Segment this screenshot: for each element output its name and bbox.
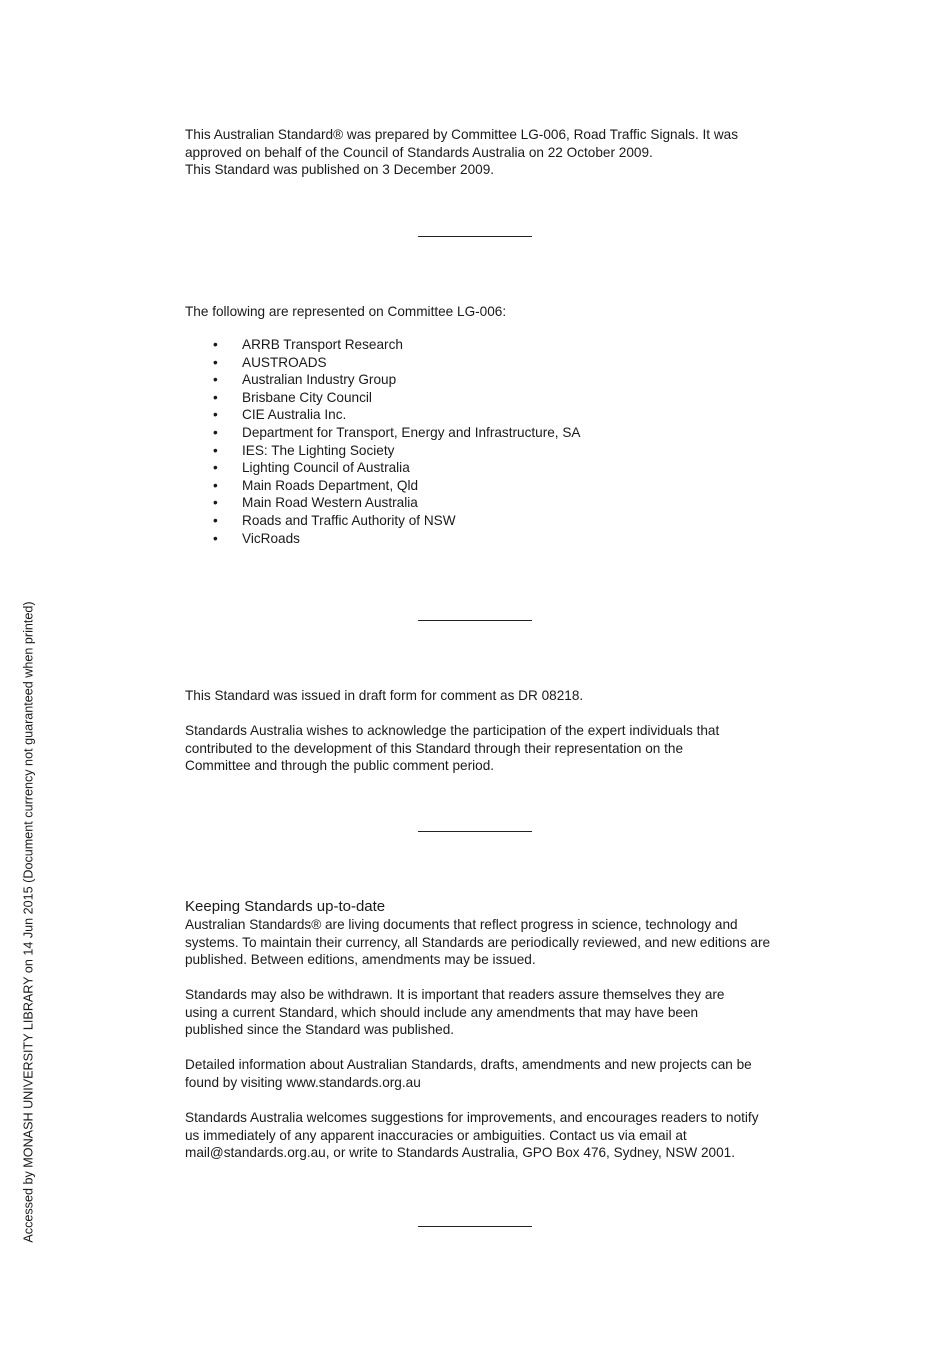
withdrawal-paragraph: Standards may also be withdrawn. It is important that readers assure themselves they are using a current Standard, which should include any amendments that may have been published since the Standard was published.: [185, 987, 725, 1038]
list-item: [185, 354, 581, 372]
bullet-icon: •: [213, 389, 218, 405]
bullet-icon: •: [213, 512, 218, 528]
committee-intro: The following are represented on Committee LG-006:: [185, 304, 507, 319]
list-item: [185, 494, 581, 512]
list-item: [185, 459, 581, 477]
bullet-icon: •: [213, 354, 218, 370]
access-watermark: Accessed by MONASH UNIVERSITY LIBRARY on 14 Jun 2015 (Document currency not guaranteed when printed): [21, 601, 36, 1243]
member-name: Main Road Western Australia: [242, 495, 418, 511]
acknowledgement-paragraph: Standards Australia wishes to acknowledge the participation of the expert individuals that contributed to the development of this Standard through their representation on the Committee and through the public comment period.: [185, 723, 720, 774]
information-paragraph: Detailed information about Australian Standards, drafts, amendments and new projects can be found by visiting www.standards.org.au: [185, 1057, 752, 1090]
member-name: ARRB Transport Research: [242, 337, 403, 352]
bullet-icon: •: [213, 442, 218, 458]
member-name: Brisbane City Council: [242, 389, 372, 405]
approval-statement: This Australian Standard® was prepared by Committee LG-006, Road Traffic Signals. It was approved on behalf of the Council of Standards Australia on 22 October 2009.: [185, 127, 739, 160]
bullet-icon: •: [213, 530, 218, 546]
section-heading: Keeping Standards up-to-date: [185, 898, 386, 915]
feedback-paragraph: Standards Australia welcomes suggestions for improvements, and encourages readers to notify us immediately of any apparent inaccuracies or ambiguities. Contact us via email at mail@standards.org.au, or write to Standards Australia, GPO Box 476, Sydney, NSW 2001.: [185, 1110, 759, 1161]
bullet-icon: •: [213, 337, 218, 352]
draft-statement: This Standard was issued in draft form for comment as DR 08218.: [185, 688, 584, 703]
list-item: [185, 512, 581, 530]
list-item: [185, 389, 581, 407]
bullet-icon: •: [213, 372, 218, 388]
list-item: [185, 442, 581, 460]
bullet-icon: •: [213, 424, 218, 440]
member-name: VicRoads: [242, 530, 300, 546]
member-name: IES: The Lighting Society: [242, 442, 395, 458]
member-name: AUSTROADS: [242, 354, 327, 370]
list-item: [185, 336, 581, 354]
member-name: CIE Australia Inc.: [242, 407, 347, 423]
publication-statement: This Standard was published on 3 December 2009.: [185, 162, 495, 177]
bullet-icon: •: [213, 460, 218, 476]
section-divider: [418, 1226, 532, 1227]
list-item: [185, 424, 581, 442]
list-item: [185, 406, 581, 424]
list-item: [185, 477, 581, 495]
bullet-icon: •: [213, 495, 218, 511]
member-name: Roads and Traffic Authority of NSW: [242, 512, 456, 528]
member-name: Department for Transport, Energy and Infrastructure, SA: [242, 424, 581, 440]
list-item: [185, 530, 581, 548]
living-documents-paragraph: Australian Standards® are living documents that reflect progress in science, technology and systems. To maintain their currency, all Standards are periodically reviewed, and new editions are published. Between editions, amendments may be issued.: [185, 917, 771, 968]
member-name: Australian Industry Group: [242, 372, 397, 388]
bullet-icon: •: [213, 407, 218, 423]
bullet-icon: •: [213, 477, 218, 493]
section-divider: [418, 620, 532, 621]
member-name: Lighting Council of Australia: [242, 460, 410, 476]
committee-member-list: [185, 336, 581, 547]
list-item: [185, 371, 581, 389]
member-name: Main Roads Department, Qld: [242, 477, 419, 493]
section-divider: [418, 236, 532, 237]
section-divider: [418, 831, 532, 832]
